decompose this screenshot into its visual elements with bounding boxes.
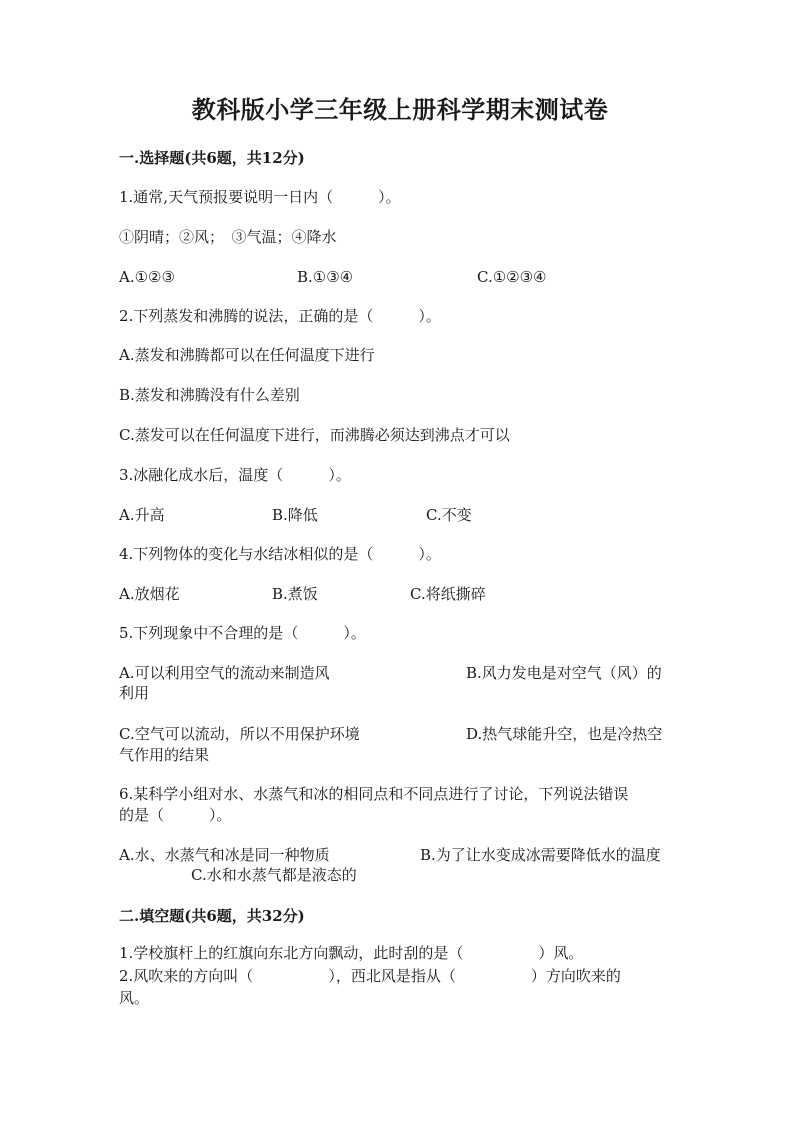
option-a: A.蒸发和沸腾都可以在任何温度下进行 [119,346,375,364]
option-a: A.可以利用空气的流动来制造风 [119,664,330,682]
option-b: B.煮饭 [272,585,318,603]
option-c: C.水和水蒸气都是液态的 [191,866,357,884]
question-stem: 2.风吹来的方向叫（ ），西北风是指从（ ）方向吹来的 [119,967,621,985]
question-stem: 1.通常,天气预报要说明一日内（ ）。 [119,188,401,206]
question-stem-continued: 风。 [119,989,150,1007]
option-a: A.①②③ [119,268,175,286]
option-a: A.放烟花 [119,585,180,603]
question-stem: 2.下列蒸发和沸腾的说法，正确的是（ ）。 [119,307,441,325]
option-a: A.水、水蒸气和冰是同一种物质 [119,846,330,864]
question-stem: 5.下列现象中不合理的是（ ）。 [119,624,366,642]
option-d: D.热气球能升空，也是冷热空 [466,725,663,743]
option-b: B.蒸发和沸腾没有什么差别 [119,386,300,404]
option-c: C.①②③④ [477,268,547,286]
page-title: 教科版小学三年级上册科学期末测试卷 [191,95,609,124]
option-c: C.将纸撕碎 [410,585,486,603]
question-stem: 4.下列物体的变化与水结冰相似的是（ ）。 [119,545,441,563]
section-header-choice: 一.选择题(共6题，共12分) [119,149,305,167]
question-extra: ①阴晴；②风； ③气温；④降水 [119,228,337,246]
question-stem-continued: 的是（ ）。 [119,806,232,824]
option-b: B.①③④ [297,268,354,286]
section-header-fill: 二.填空题(共6题，共32分) [119,907,305,925]
option-d-continued: 气作用的结果 [119,746,210,764]
option-b: B.风力发电是对空气（风）的 [466,664,662,682]
question-stem: 3.冰融化成水后，温度（ ）。 [119,466,351,484]
question-stem: 6.某科学小组对水、水蒸气和冰的相同点和不同点进行了讨论，下列说法错误 [119,785,629,803]
option-b-continued: 利用 [119,684,150,702]
option-b: B.降低 [272,506,318,524]
question-stem: 1.学校旗杆上的红旗向东北方向飘动，此时刮的是（ ）风。 [119,944,584,962]
option-a: A.升高 [119,506,165,524]
option-c: C.空气可以流动，所以不用保护环境 [119,725,360,743]
option-c: C.不变 [426,506,472,524]
option-c: C.蒸发可以在任何温度下进行，而沸腾必须达到沸点才可以 [119,426,510,444]
option-b: B.为了让水变成冰需要降低水的温度 [420,846,661,864]
